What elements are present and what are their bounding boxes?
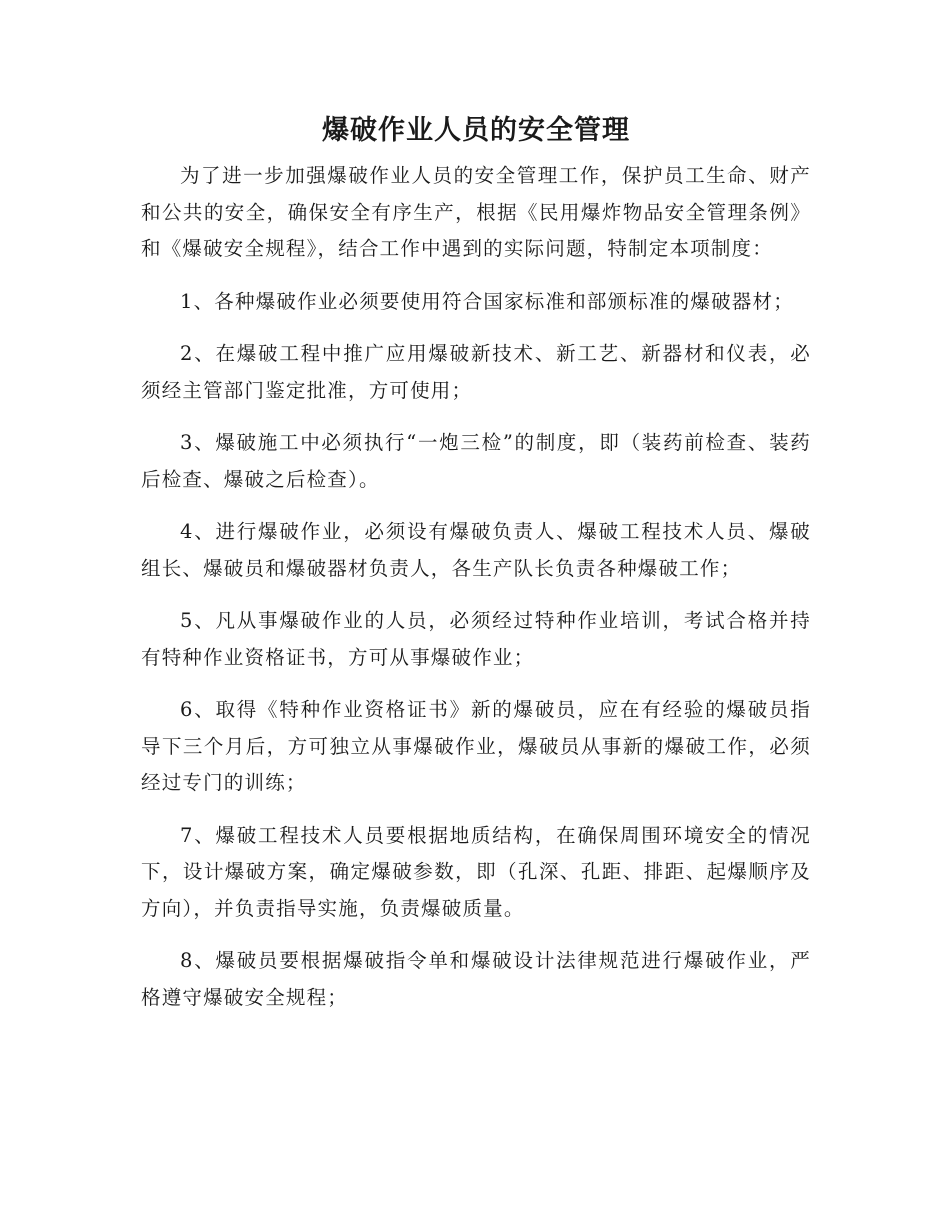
rule-item-2: 2、在爆破工程中推广应用爆破新技术、新工艺、新器材和仪表，必须经主管部门鉴定批准，方可使用；: [141, 342, 811, 402]
rule-item-6: 6、取得《特种作业资格证书》新的爆破员，应在有经验的爆破员指导下三个月后，方可独立从事爆破作业，爆破员从事新的爆破工作，必须经过专门的训练；: [141, 698, 811, 794]
rule-item-3: 3、爆破施工中必须执行“一炮三检”的制度，即（装药前检查、装药后检查、爆破之后检查）。: [141, 431, 811, 491]
rule-item-8: 8、爆破员要根据爆破指令单和爆破设计法律规范进行爆破作业，严格遵守爆破安全规程；: [141, 949, 811, 1009]
rule-item-4: 4、进行爆破作业，必须设有爆破负责人、爆破工程技术人员、爆破组长、爆破员和爆破器材负责人，各生产队长负责各种爆破工作；: [141, 520, 811, 580]
rule-item-7: 7、爆破工程技术人员要根据地质结构，在确保周围环境安全的情况下，设计爆破方案，确定爆破参数，即（孔深、孔距、排距、起爆顺序及方向），并负责指导实施，负责爆破质量。: [141, 823, 811, 920]
intro-paragraph: 为了进一步加强爆破作业人员的安全管理工作，保护员工生命、财产和公共的安全，确保安全有序生产，根据《民用爆炸物品安全管理条例》和《爆破安全规程》，结合工作中遇到的实际问题，特制定本项制度：: [141, 164, 811, 260]
document-page: [141, 108, 811, 1016]
rule-item-1: 1、各种爆破作业必须要使用符合国家标准和部颁标准的爆破器材；: [180, 289, 794, 313]
document-title: 爆破作业人员的安全管理: [322, 115, 630, 146]
rule-item-5: 5、凡从事爆破作业的人员，必须经过特种作业培训，考试合格并持有特种作业资格证书，方可从事爆破作业；: [141, 609, 811, 669]
